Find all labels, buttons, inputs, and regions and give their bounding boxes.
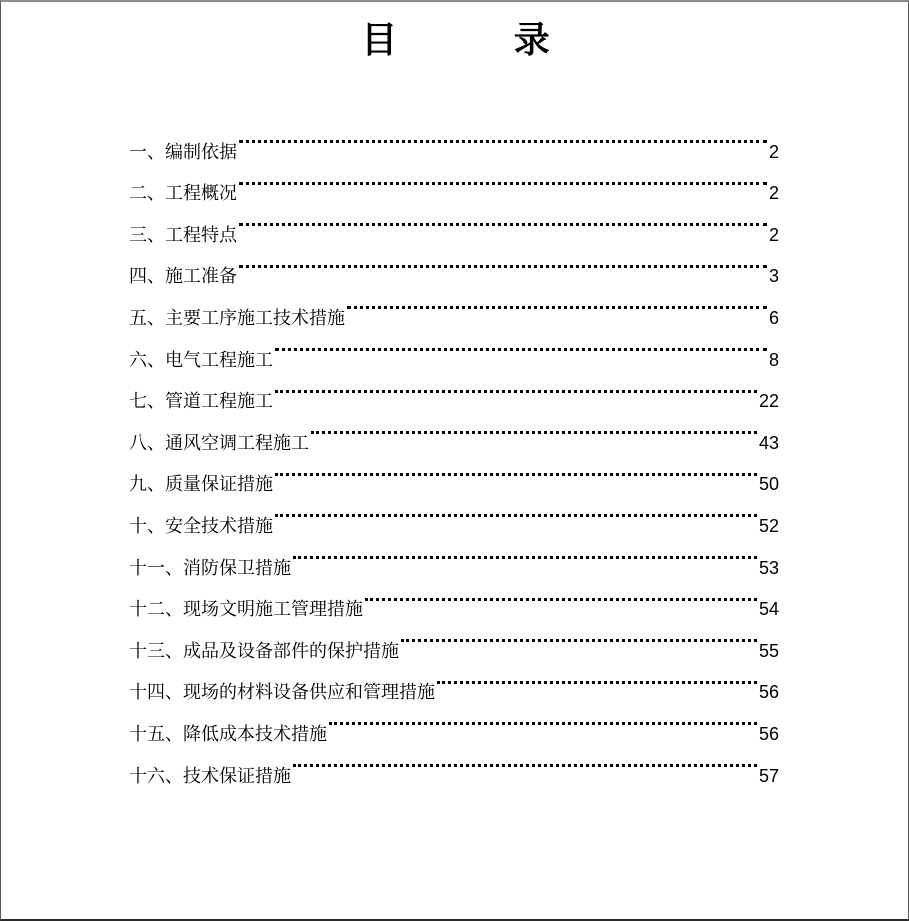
toc-entry-page: 2 (768, 183, 779, 204)
dot-leader (237, 158, 769, 200)
toc-entry-page: 55 (758, 640, 779, 661)
dot-leader (363, 574, 759, 616)
toc-entry-page: 52 (758, 515, 779, 536)
table-of-contents (129, 116, 779, 787)
toc-entry-page: 54 (758, 599, 779, 620)
toc-entry-label: 二、工程概况 (129, 183, 237, 205)
toc-entry-label: 十五、降低成本技术措施 (129, 723, 327, 745)
toc-entry-page: 3 (768, 266, 779, 287)
toc-entry-page: 53 (758, 557, 779, 578)
dot-leader (399, 615, 759, 657)
dot-leader (273, 366, 759, 408)
toc-entry-page: 22 (758, 391, 779, 412)
dot-leader (273, 324, 769, 366)
toc-entry-label: 八、通风空调工程施工 (129, 432, 309, 454)
toc-entry-page: 50 (758, 474, 779, 495)
toc-entry-page: 43 (758, 432, 779, 453)
toc-entry-label: 十四、现场的材料设备供应和管理措施 (129, 682, 435, 704)
toc-entry-label: 九、质量保证措施 (129, 474, 273, 496)
toc-entry-label: 十三、成品及设备部件的保护措施 (129, 640, 399, 662)
toc-entry-label: 十、安全技术措施 (129, 515, 273, 537)
toc-entry-label: 六、电气工程施工 (129, 349, 273, 371)
dot-leader (237, 241, 769, 283)
toc-entry-page: 2 (768, 141, 779, 162)
toc-entry-label: 四、施工准备 (129, 266, 237, 288)
toc-entry-label: 五、主要工序施工技术措施 (129, 307, 345, 329)
dot-leader (273, 449, 759, 491)
toc-entry-page: 56 (758, 682, 779, 703)
dot-leader (291, 740, 759, 782)
toc-entry[interactable] (129, 116, 779, 163)
toc-entry-page: 8 (768, 349, 779, 370)
page-title: 目 录 (361, 19, 602, 61)
dot-leader (309, 407, 759, 449)
toc-entry-label: 三、工程特点 (129, 224, 237, 246)
toc-entry-label: 十六、技术保证措施 (129, 765, 291, 787)
toc-entry-label: 十一、消防保卫措施 (129, 557, 291, 579)
toc-entry-page: 57 (758, 765, 779, 786)
dot-leader (327, 698, 759, 740)
dot-leader (273, 490, 759, 532)
toc-entry-label: 一、编制依据 (129, 141, 237, 163)
dot-leader (345, 282, 769, 324)
dot-leader (237, 199, 769, 241)
toc-entry-page: 2 (768, 224, 779, 245)
dot-leader (291, 532, 759, 574)
toc-entry-label: 十二、现场文明施工管理措施 (129, 599, 363, 621)
toc-entry-page: 6 (768, 307, 779, 328)
dot-leader (237, 116, 769, 158)
dot-leader (435, 657, 759, 699)
toc-entry-page: 56 (758, 723, 779, 744)
toc-entry-label: 七、管道工程施工 (129, 391, 273, 413)
